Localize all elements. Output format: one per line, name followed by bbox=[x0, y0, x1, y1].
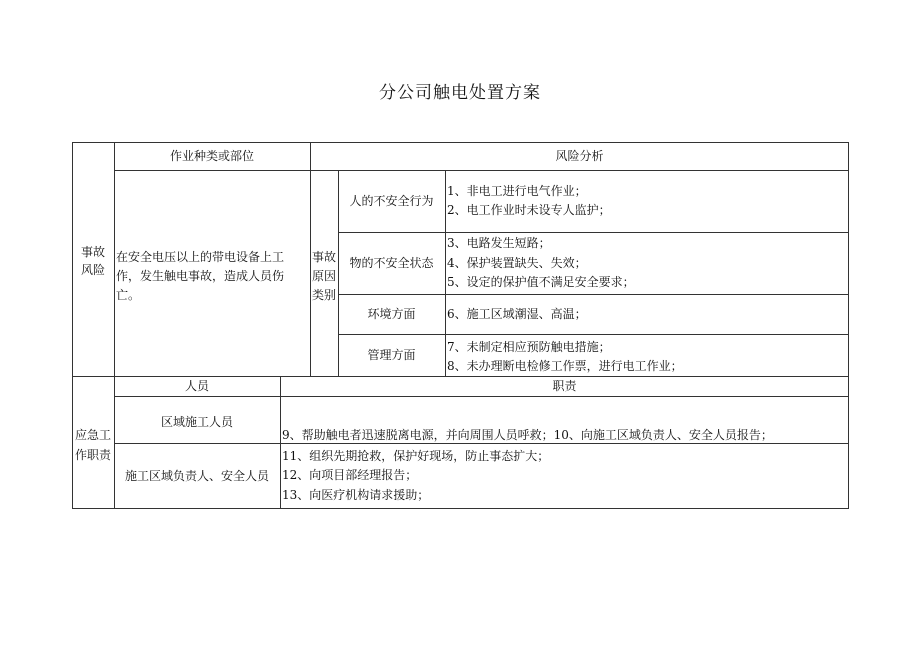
document-title: 分公司触电处置方案 bbox=[379, 83, 541, 103]
duty-item: 11、组织先期抢救，保护好现场，防止事态扩大； bbox=[282, 449, 550, 463]
risk-item: 3、电路发生短路； bbox=[447, 236, 551, 250]
grid-line bbox=[72, 376, 849, 377]
grid-line bbox=[445, 170, 446, 376]
grid-line bbox=[338, 294, 849, 295]
risk-item: 6、施工区域潮湿、高温； bbox=[447, 307, 587, 321]
header-duty: 职责 bbox=[552, 379, 577, 393]
grid-line bbox=[114, 142, 115, 509]
grid-line bbox=[338, 334, 849, 335]
duty-item: 12、向项目部经理报告； bbox=[282, 468, 418, 482]
category-name: 管理方面 bbox=[367, 348, 416, 362]
category-name: 人的不安全行为 bbox=[349, 194, 434, 208]
header-person: 人员 bbox=[184, 379, 209, 393]
risk-item: 7、未制定相应预防触电措施； bbox=[447, 340, 611, 354]
risk-item: 8、未办理断电检修工作票，进行电工作业； bbox=[447, 359, 683, 373]
work-type-description: 在安全电压以上的带电设备上工作，发生触电事故，造成人员伤亡。 bbox=[116, 250, 285, 302]
risk-item: 1、非电工进行电气作业； bbox=[447, 184, 587, 198]
role-name: 区域施工人员 bbox=[160, 415, 233, 429]
section-label-emergency: 应急工 作职责 bbox=[74, 428, 111, 462]
role-name: 施工区域负责人、安全人员 bbox=[124, 469, 269, 483]
risk-item: 2、电工作业时未设专人监护； bbox=[447, 203, 611, 217]
risk-item: 4、保护装置缺失、失效； bbox=[447, 256, 587, 270]
grid-line bbox=[280, 376, 281, 509]
category-name: 物的不安全状态 bbox=[349, 256, 434, 270]
grid-line bbox=[114, 396, 849, 397]
grid-line bbox=[114, 170, 849, 171]
category-name: 环境方面 bbox=[367, 307, 416, 321]
section-label-risk: 事故 风险 bbox=[80, 245, 105, 277]
cause-category-label: 事故 原因 类别 bbox=[311, 250, 336, 302]
duty-item: 9、帮助触电者迅速脱离电源，并向周围人员呼救；10、向施工区域负责人、安全人员报告； bbox=[282, 428, 773, 442]
header-work-type: 作业种类或部位 bbox=[169, 149, 254, 163]
header-risk-analysis: 风险分析 bbox=[555, 149, 604, 163]
duty-item: 13、向医疗机构请求援助； bbox=[282, 488, 430, 502]
grid-line bbox=[338, 232, 849, 233]
risk-item: 5、设定的保护值不满足安全要求； bbox=[447, 275, 635, 289]
